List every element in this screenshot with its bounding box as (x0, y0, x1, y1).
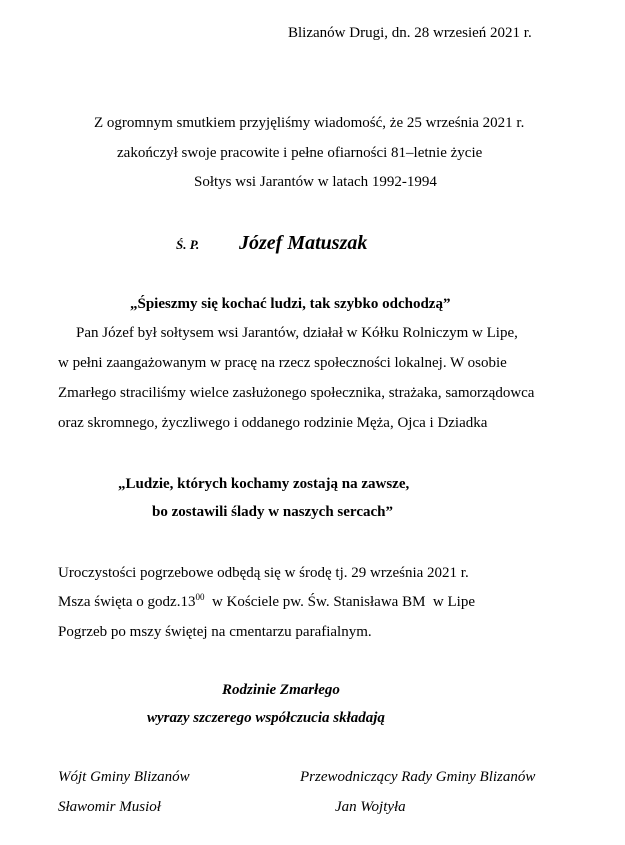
body-line-1: Pan Józef był sołtysem wsi Jarantów, działał w Kółku Rolniczym w Lipe, (76, 325, 518, 341)
quote-2-line-1: „Ludzie, których kochamy zostają na zawsze, (118, 476, 410, 492)
mass-time-minutes: 00 (195, 592, 205, 602)
body-line-2: w pełni zaangażowanym w pracę na rzecz społeczności lokalnej. W osobie (58, 355, 507, 371)
ceremony-mass-line (58, 592, 475, 610)
quote-2-line-2: bo zostawili ślady w naszych sercach” (152, 504, 393, 520)
ceremony-line-3: Pogrzeb po mszy świętej na cmentarzu parafialnym. (58, 624, 372, 640)
body-line-4: oraz skromnego, życzliwego i oddanego rodzinie Męża, Ojca i Dziadka (58, 415, 488, 431)
intro-line-1: Z ogromnym smutkiem przyjęliśmy wiadomość, że 25 września 2021 r. (94, 115, 525, 131)
condolence-line-2: wyrazy szczerego współczucia składają (147, 710, 385, 726)
condolence-line-1: Rodzinie Zmarłego (222, 682, 340, 698)
date-line: Blizanów Drugi, dn. 28 wrzesień 2021 r. (288, 25, 532, 41)
deceased-prefix: Ś. P. (176, 237, 200, 252)
signature-right-title: Przewodniczący Rady Gminy Blizanów (300, 769, 536, 785)
intro-line-2: zakończył swoje pracowite i pełne ofiarności 81–letnie życie (117, 145, 483, 161)
mass-location-text: w Kościele pw. Św. Stanisława BM w Lipe (204, 594, 475, 610)
quote-1: „Śpieszmy się kochać ludzi, tak szybko odchodzą” (130, 296, 451, 312)
mass-time-text: Msza święta o godz.13 (58, 594, 196, 610)
ceremony-line-1: Uroczystości pogrzebowe odbędą się w środę tj. 29 września 2021 r. (58, 565, 469, 581)
intro-line-3: Sołtys wsi Jarantów w latach 1992-1994 (194, 174, 437, 190)
signature-right-name: Jan Wojtyła (335, 799, 406, 815)
deceased-name: Józef Matuszak (239, 232, 368, 254)
signature-left-name: Sławomir Musioł (58, 799, 161, 815)
body-line-3: Zmarłego straciliśmy wielce zasłużonego społecznika, strażaka, samorządowca (58, 385, 535, 401)
signature-left-title: Wójt Gminy Blizanów (58, 769, 190, 785)
